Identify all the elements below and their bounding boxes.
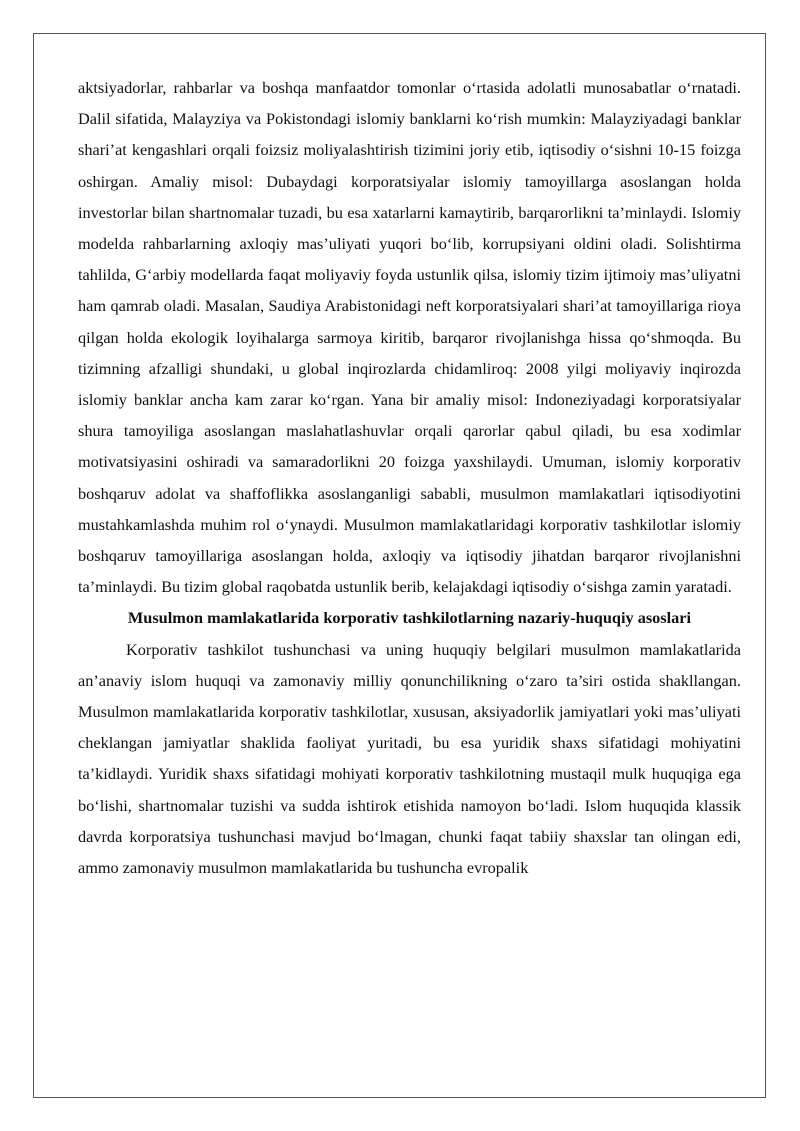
document-body [78,72,741,883]
body-paragraph: aktsiyadorlar, rahbarlar va boshqa manfaatdor tomonlar o‘rtasida adolatli munosabatlar o‘rnatadi. Dalil sifatida, Malayziya va Pokistondagi islomiy banklarni ko‘rish mumkin: Malayziyadagi banklar shari’at kengashlari orqali foizsiz moliyalashtirish tizimini joriy etib, iqtisodiy o‘sishni 10-15 foizga oshirgan. Amaliy misol: Dubaydagi korporatsiyalar islomiy tamoyillarga asoslangan holda investorlar bilan shartnomalar tuzadi, bu esa xatarlarni kamaytirib, barqarorlikni ta’minlaydi. Islomiy modelda rahbarlarning axloqiy mas’uliyati yuqori bo‘lib, korrupsiyani oldini oladi. Solishtirma tahlilda, G‘arbiy modellarda faqat moliyaviy foyda ustunlik qilsa, islomiy tizim ijtimoiy mas’uliyatni ham qamrab oladi. Masalan, Saudiya Arabistonidagi neft korporatsiyalari shari’at tamoyillariga rioya qilgan holda ekologik loyihalarga sarmoya kiritib, barqaror rivojlanishga hissa qo‘shmoqda. Bu tizimning afzalligi shundaki, u global inqirozlarda chidamliroq: 2008 yilgi moliyaviy inqirozda islomiy banklar ancha kam zarar ko‘rgan. Yana bir amaliy misol: Indoneziyadagi korporatsiyalar shura tamoyiliga asoslangan maslahatlashuvlar orqali qarorlar qabul qiladi, bu esa xodimlar motivatsiyasini oshiradi va samaradorlikni 20 foizga yaxshilaydi. Umuman, islomiy korporativ boshqaruv adolat va shaffoflikka asoslanganligi sababli, musulmon mamlakatlari iqtisodiyotini mustahkamlashda muhim rol o‘ynaydi. Musulmon mamlakatlaridagi korporativ tashkilotlar islomiy boshqaruv tamoyillariga asoslangan holda, axloqiy va iqtisodiy jihatdan barqaror rivojlanishni ta’minlaydi. Bu tizim global raqobatda ustunlik berib, kelajakdagi iqtisodiy o‘sishga zamin yaratadi. [78,78,741,597]
section-heading: Musulmon mamlakatlarida korporativ tashkilotlarning nazariy-huquqiy asoslari [127,608,692,628]
body-paragraph: Korporativ tashkilot tushunchasi va uning huquqiy belgilari musulmon mamlakatlarida an’anaviy islom huquqi va zamonaviy milliy qonunchilikning o‘zaro ta’siri ostida shakllangan. Musulmon mamlakatlarida korporativ tashkilotlar, xususan, aksiyadorlik jamiyatlari yoki mas’uliyati cheklangan jamiyatlar shaklida faoliyat yuritadi, bu esa yuridik shaxs sifatidagi mohiyatini ta’kidlaydi. Yuridik shaxs sifatidagi mohiyati korporativ tashkilotning mustaqil mulk huquqiga ega bo‘lishi, shartnomalar tuzishi va sudda ishtirok etishida namoyon bo‘ladi. Islom huquqida klassik davrda korporatsiya tushunchasi mavjud bo‘lmagan, chunki faqat tabiiy shaxslar tan olingan edi, ammo zamonaviy musulmon mamlakatlarida bu tushuncha evropalik [78,639,741,878]
